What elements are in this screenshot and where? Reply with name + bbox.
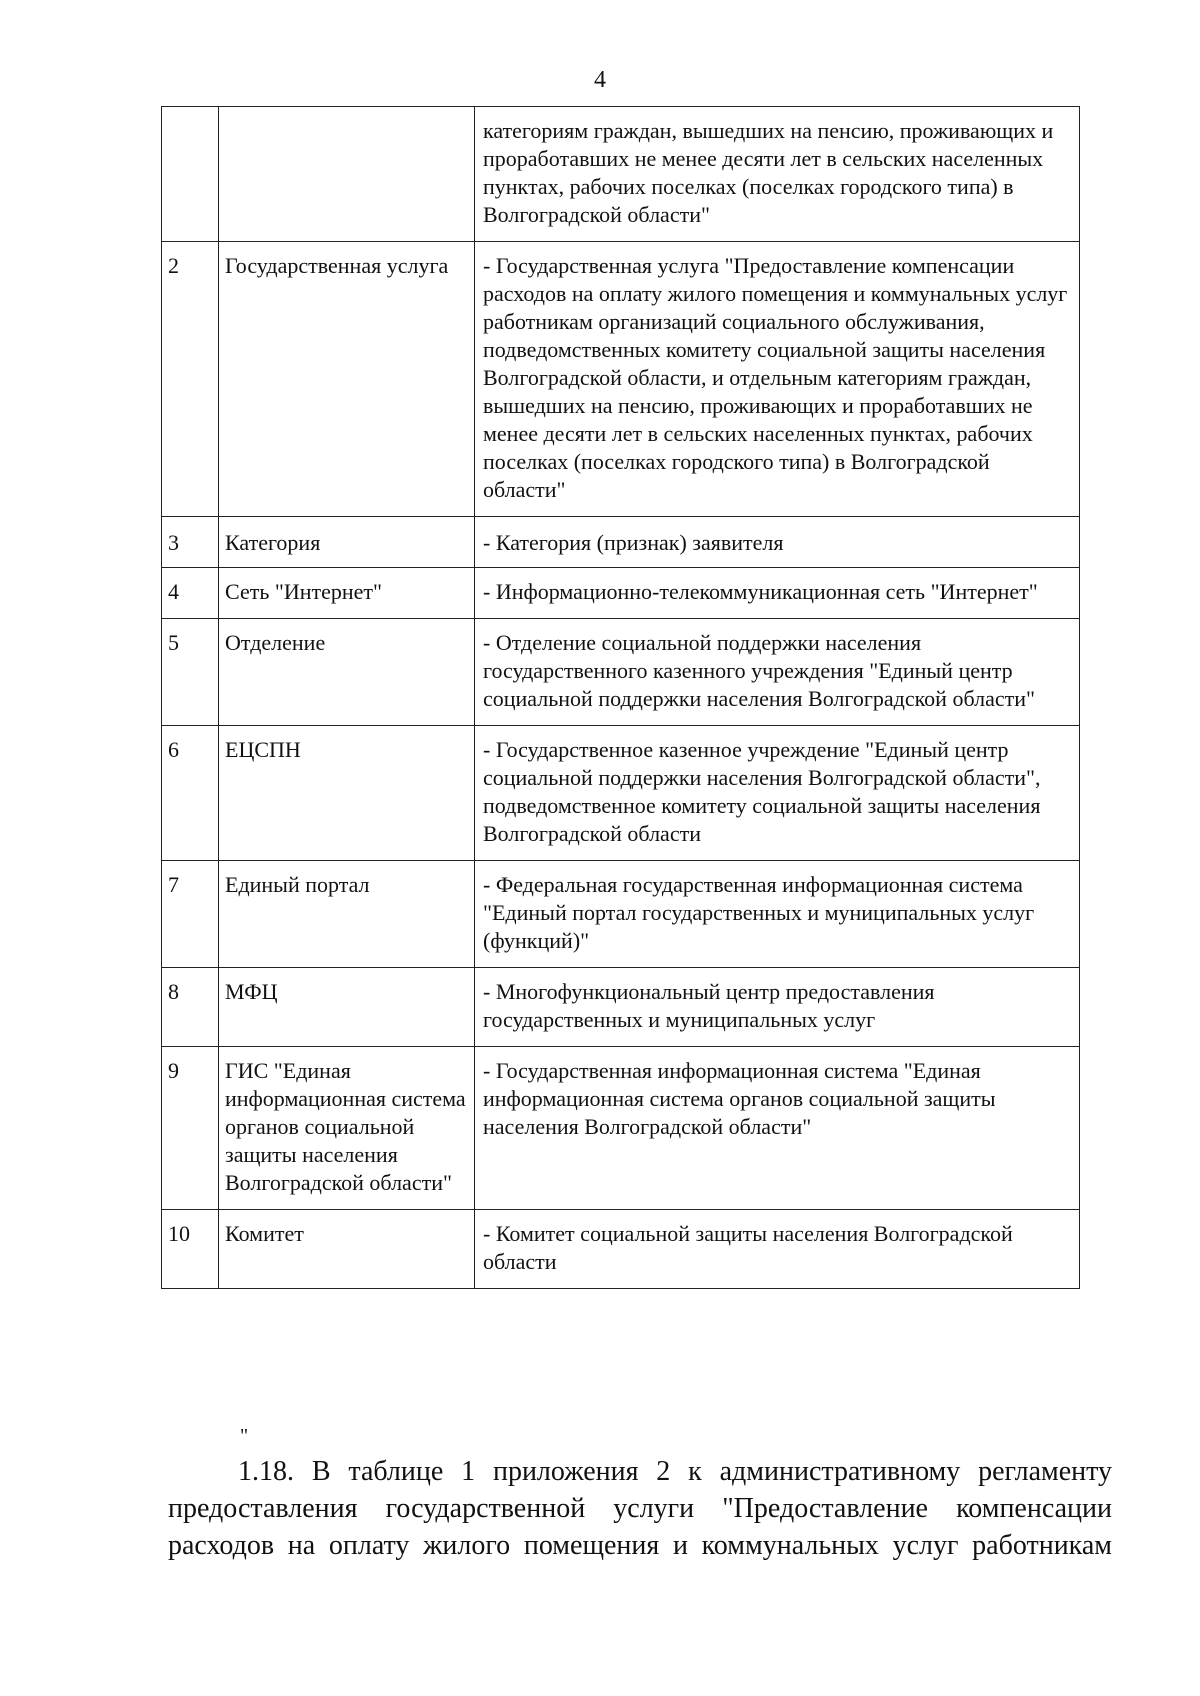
row-number: 9 bbox=[162, 1047, 219, 1210]
row-definition: - Многофункциональный центр предоставления государственных и муниципальных услуг bbox=[475, 968, 1080, 1047]
row-number: 10 bbox=[162, 1210, 219, 1289]
table-row bbox=[162, 107, 1080, 242]
paragraph-line: 1.18. В таблице 1 приложения 2 к административному регламенту bbox=[238, 1456, 1112, 1487]
row-definition: - Федеральная государственная информационная система "Единый портал государственных и муниципальных услуг (функций)" bbox=[475, 861, 1080, 968]
row-number: 4 bbox=[162, 568, 219, 619]
table-row bbox=[162, 1210, 1080, 1289]
row-term: Государственная услуга bbox=[219, 242, 475, 517]
row-definition: - Категория (признак) заявителя bbox=[475, 517, 1080, 568]
table-row bbox=[162, 242, 1080, 517]
row-definition: - Информационно-телекоммуникационная сеть "Интернет" bbox=[475, 568, 1080, 619]
closing-quote: " bbox=[240, 1425, 249, 1447]
row-definition: - Государственная услуга "Предоставление компенсации расходов на оплату жилого помещения и коммунальных услуг работникам организаций социального обслуживания, подведомственных комитету социальной защиты населения Волгоградской области, и отдельным категориям граждан, вышедших на пенсию, проживающих и проработавших не менее десяти лет в сельских населенных пунктах, рабочих поселках (поселках городского типа) в Волгоградской области" bbox=[475, 242, 1080, 517]
body-paragraph bbox=[168, 1453, 1112, 1564]
row-definition: - Отделение социальной поддержки населения государственного казенного учреждения "Единый центр социальной поддержки населения Волгоградской области" bbox=[475, 619, 1080, 726]
row-term: Отделение bbox=[219, 619, 475, 726]
table-row bbox=[162, 968, 1080, 1047]
row-number: 6 bbox=[162, 726, 219, 861]
row-term: Сеть "Интернет" bbox=[219, 568, 475, 619]
table-row bbox=[162, 726, 1080, 861]
row-number: 3 bbox=[162, 517, 219, 568]
row-definition: - Комитет социальной защиты населения Волгоградской области bbox=[475, 1210, 1080, 1289]
row-term: МФЦ bbox=[219, 968, 475, 1047]
row-definition: - Государственное казенное учреждение "Единый центр социальной поддержки населения Волгоградской области", подведомственное комитету социальной защиты населения Волгоградской области bbox=[475, 726, 1080, 861]
table-row bbox=[162, 861, 1080, 968]
definitions-table bbox=[161, 106, 1080, 1289]
row-term bbox=[219, 107, 475, 242]
row-number: 5 bbox=[162, 619, 219, 726]
table-row bbox=[162, 568, 1080, 619]
row-number bbox=[162, 107, 219, 242]
paragraph-line: предоставления государственной услуги "Предоставление компенсации bbox=[168, 1493, 1112, 1524]
row-term: Единый портал bbox=[219, 861, 475, 968]
row-definition: - Государственная информационная система "Единая информационная система органов социальной защиты населения Волгоградской области" bbox=[475, 1047, 1080, 1210]
table-row bbox=[162, 517, 1080, 568]
table-row bbox=[162, 619, 1080, 726]
row-term: Комитет bbox=[219, 1210, 475, 1289]
row-number: 2 bbox=[162, 242, 219, 517]
paragraph-line: расходов на оплату жилого помещения и коммунальных услуг работникам bbox=[168, 1530, 1112, 1561]
page-number: 4 bbox=[594, 67, 606, 93]
row-number: 7 bbox=[162, 861, 219, 968]
row-term: ЕЦСПН bbox=[219, 726, 475, 861]
table-row bbox=[162, 1047, 1080, 1210]
row-definition: категориям граждан, вышедших на пенсию, проживающих и проработавших не менее десяти лет в сельских населенных пунктах, рабочих поселках (поселках городского типа) в Волгоградской области" bbox=[475, 107, 1080, 242]
row-term: Категория bbox=[219, 517, 475, 568]
row-number: 8 bbox=[162, 968, 219, 1047]
row-term: ГИС "Единая информационная система органов социальной защиты населения Волгоградской области" bbox=[219, 1047, 475, 1210]
